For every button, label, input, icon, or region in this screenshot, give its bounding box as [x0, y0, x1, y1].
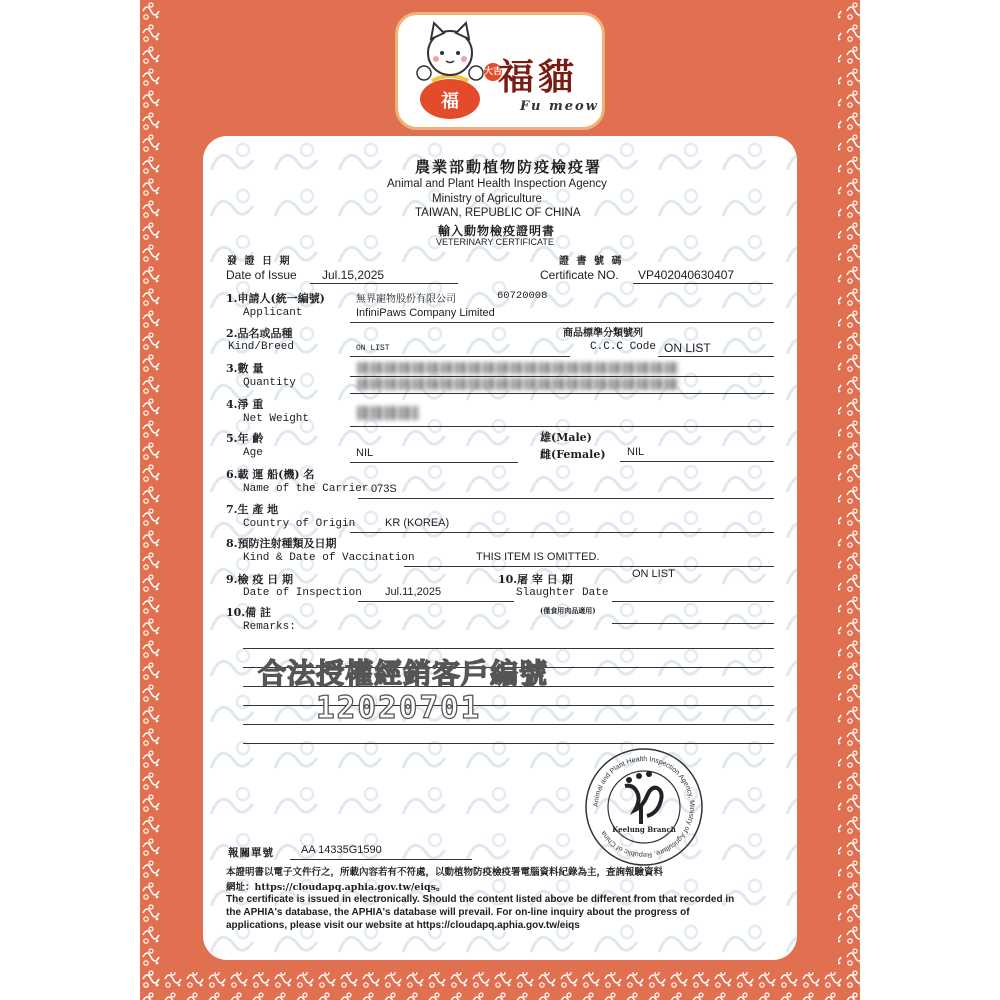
- cert-number-label-cn: 證 書 號 碼: [559, 256, 624, 267]
- quantity-redacted-2: [357, 378, 679, 390]
- distributor-number-overlay: 12020701: [316, 690, 482, 726]
- luck-badge: 大吉: [484, 63, 502, 81]
- customs-label-cn: 報關單號: [228, 847, 274, 859]
- age-label: Age: [243, 447, 263, 459]
- note-en-line1: The certificate is issued in electronically. Should the content listed above be different from that recorded in: [226, 894, 735, 905]
- carrier-label-cn: 6.載 運 船(機) 名: [226, 468, 315, 481]
- quantity-label: Quantity: [243, 377, 296, 389]
- seal-ring-text: Animal and Plant Health Inspection Agency, Ministry of Agriculture, Republic of China: [592, 755, 696, 859]
- vaccination-label-cn: 8.預防注射種類及日期: [226, 537, 337, 550]
- customs-value: AA 14335G1590: [301, 844, 382, 856]
- kind-label: Kind/Breed: [228, 341, 295, 353]
- inspection-value: Jul.11,2025: [385, 586, 442, 598]
- bag-character: 福: [441, 91, 459, 112]
- remarks-label-cn: 10.備 註: [226, 606, 271, 619]
- agency-seal-icon: [583, 746, 705, 868]
- vaccination-value: THIS ITEM IS OMITTED.: [476, 551, 600, 563]
- document-title-cn: 輸入動物檢疫證明書: [438, 224, 556, 238]
- applicant-name-en: InfiniPaws Company Limited: [356, 307, 495, 319]
- carrier-value: 073S: [371, 483, 397, 495]
- ccc-value: ON LIST: [664, 341, 711, 355]
- issue-date-label: Date of Issue: [226, 268, 297, 282]
- slaughter-value: ON LIST: [632, 568, 675, 580]
- remarks-label: Remarks:: [243, 621, 296, 633]
- slaughter-label-cn: 10.屠 宰 日 期: [498, 573, 573, 586]
- vaccination-label: Kind & Date of Vaccination: [243, 552, 415, 564]
- kind-label-cn: 2.品名或品種: [226, 327, 293, 340]
- slaughter-label: Slaughter Date: [516, 587, 609, 599]
- note-en-line3: applications, please visit our website at https://cloudapq.aphia.gov.tw/eiqs: [226, 920, 580, 931]
- quantity-label-cn: 3.數 量: [226, 362, 264, 375]
- net-weight-label-cn: 4.淨 重: [226, 398, 264, 411]
- male-label: 雄(Male): [540, 431, 592, 444]
- brand-subtitle: Fu meow: [520, 99, 599, 114]
- quantity-redacted-1: [357, 362, 679, 374]
- issue-date-value: Jul.15,2025: [322, 268, 385, 282]
- female-label: 雌(Female): [540, 448, 606, 461]
- origin-value: KR (KOREA): [385, 517, 450, 529]
- origin-label-cn: 7.生 產 地: [226, 503, 279, 516]
- origin-label: Country of Origin: [243, 518, 356, 530]
- agency-name-cn: 農業部動植物防疫檢疫署: [415, 158, 603, 176]
- ministry-name: Ministry of Agriculture: [432, 193, 542, 205]
- kind-value: ON LIST: [356, 344, 390, 353]
- net-weight-redacted: [357, 406, 419, 420]
- slaughter-note: (僅食用肉品適用): [540, 606, 596, 615]
- cert-number-label: Certificate NO.: [540, 268, 619, 282]
- net-weight-label: Net Weight: [243, 413, 310, 425]
- ccc-label-cn: 商品標準分類號列: [563, 328, 643, 339]
- country-name: TAIWAN, REPUBLIC OF CHINA: [415, 207, 581, 219]
- brand-name: 福貓: [498, 56, 579, 98]
- issue-date-label-cn: 發 證 日 期: [227, 256, 292, 267]
- sex-value: NIL: [627, 446, 645, 458]
- agency-name-en: Animal and Plant Health Inspection Agency: [387, 178, 607, 190]
- distributor-label-overlay: 合法授權經銷客戶編號: [258, 657, 549, 690]
- applicant-id: 60720008: [497, 290, 548, 302]
- inspection-label-cn: 9.檢 疫 日 期: [226, 573, 293, 586]
- seal-branch: Keelung Branch: [612, 825, 676, 834]
- age-label-cn: 5.年 齡: [226, 432, 264, 445]
- carrier-label: Name of the Carrier: [243, 483, 369, 495]
- note-cn-line1: 本證明書以電子文件行之，所載內容若有不符處，以動植物防疫檢疫署電腦資料紀錄為主，查詢報驗資料: [226, 867, 664, 878]
- brand-logo: [395, 12, 605, 130]
- applicant-name-cn: 無界寵物股份有限公司: [356, 294, 456, 305]
- note-cn-line2: 網址：https://cloudapq.aphia.gov.tw/eiqs。: [226, 882, 446, 893]
- inspection-label: Date of Inspection: [243, 587, 362, 599]
- applicant-label: Applicant: [243, 307, 303, 319]
- document-title-en: VETERINARY CERTIFICATE: [436, 237, 554, 247]
- cert-number-value: VP402040630407: [638, 268, 735, 282]
- ccc-label: C.C.C Code: [590, 341, 657, 353]
- applicant-label-cn: 1.申請人(統一編號): [226, 292, 325, 305]
- note-en-line2: the APHIA's database, the APHIA's database will prevail. For on-line inquiry about the progress of: [226, 907, 690, 918]
- age-value: NIL: [356, 447, 374, 459]
